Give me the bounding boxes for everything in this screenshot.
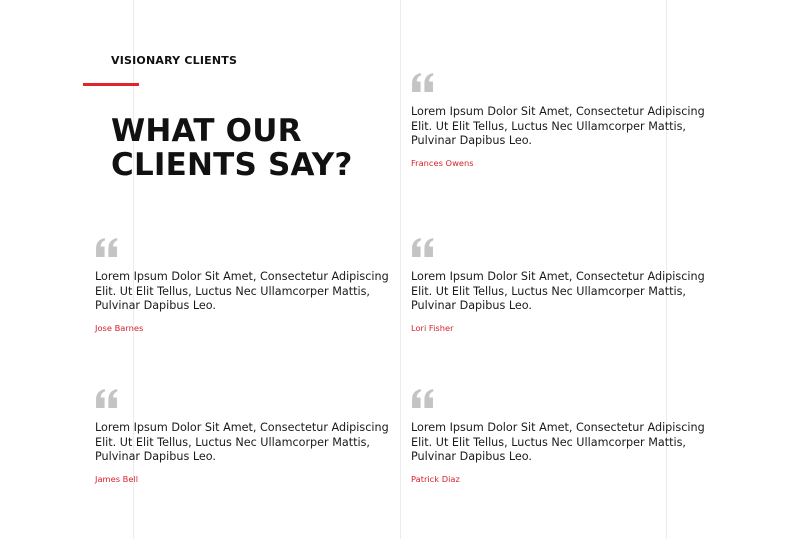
testimonial-author: Jose Barnes <box>95 322 144 333</box>
testimonial-card <box>411 238 721 333</box>
testimonial-text: Lorem Ipsum Dolor Sit Amet, Consectetur Adipiscing Elit. Ut Elit Tellus, Luctus Nec Ullamcorper Mattis, Pulvinar Dapibus Leo. <box>95 421 389 464</box>
testimonial-text: Lorem Ipsum Dolor Sit Amet, Consectetur Adipiscing Elit. Ut Elit Tellus, Luctus Nec Ullamcorper Mattis, Pulvinar Dapibus Leo. <box>411 421 705 464</box>
testimonial-author: Lori Fisher <box>411 322 454 333</box>
quote-icon <box>95 238 118 257</box>
quote-icon <box>411 389 434 408</box>
quote-icon <box>95 389 118 408</box>
quote-icon <box>411 238 434 257</box>
testimonial-card <box>95 238 405 333</box>
section-heading: WHAT OUR CLIENTS SAY? <box>111 113 353 183</box>
testimonial-card <box>411 73 721 168</box>
testimonial-author: Patrick Diaz <box>411 473 460 484</box>
testimonial-card <box>95 389 405 484</box>
testimonial-card <box>411 389 721 484</box>
testimonial-text: Lorem Ipsum Dolor Sit Amet, Consectetur Adipiscing Elit. Ut Elit Tellus, Luctus Nec Ullamcorper Mattis, Pulvinar Dapibus Leo. <box>411 270 705 313</box>
testimonial-author: James Bell <box>95 473 139 484</box>
quote-icon <box>411 73 434 92</box>
accent-bar <box>83 83 139 86</box>
testimonial-text: Lorem Ipsum Dolor Sit Amet, Consectetur Adipiscing Elit. Ut Elit Tellus, Luctus Nec Ullamcorper Mattis, Pulvinar Dapibus Leo. <box>411 105 705 148</box>
section-eyebrow: VISIONARY CLIENTS <box>111 54 238 67</box>
testimonial-author: Frances Owens <box>411 157 474 168</box>
testimonial-text: Lorem Ipsum Dolor Sit Amet, Consectetur Adipiscing Elit. Ut Elit Tellus, Luctus Nec Ullamcorper Mattis, Pulvinar Dapibus Leo. <box>95 270 389 313</box>
